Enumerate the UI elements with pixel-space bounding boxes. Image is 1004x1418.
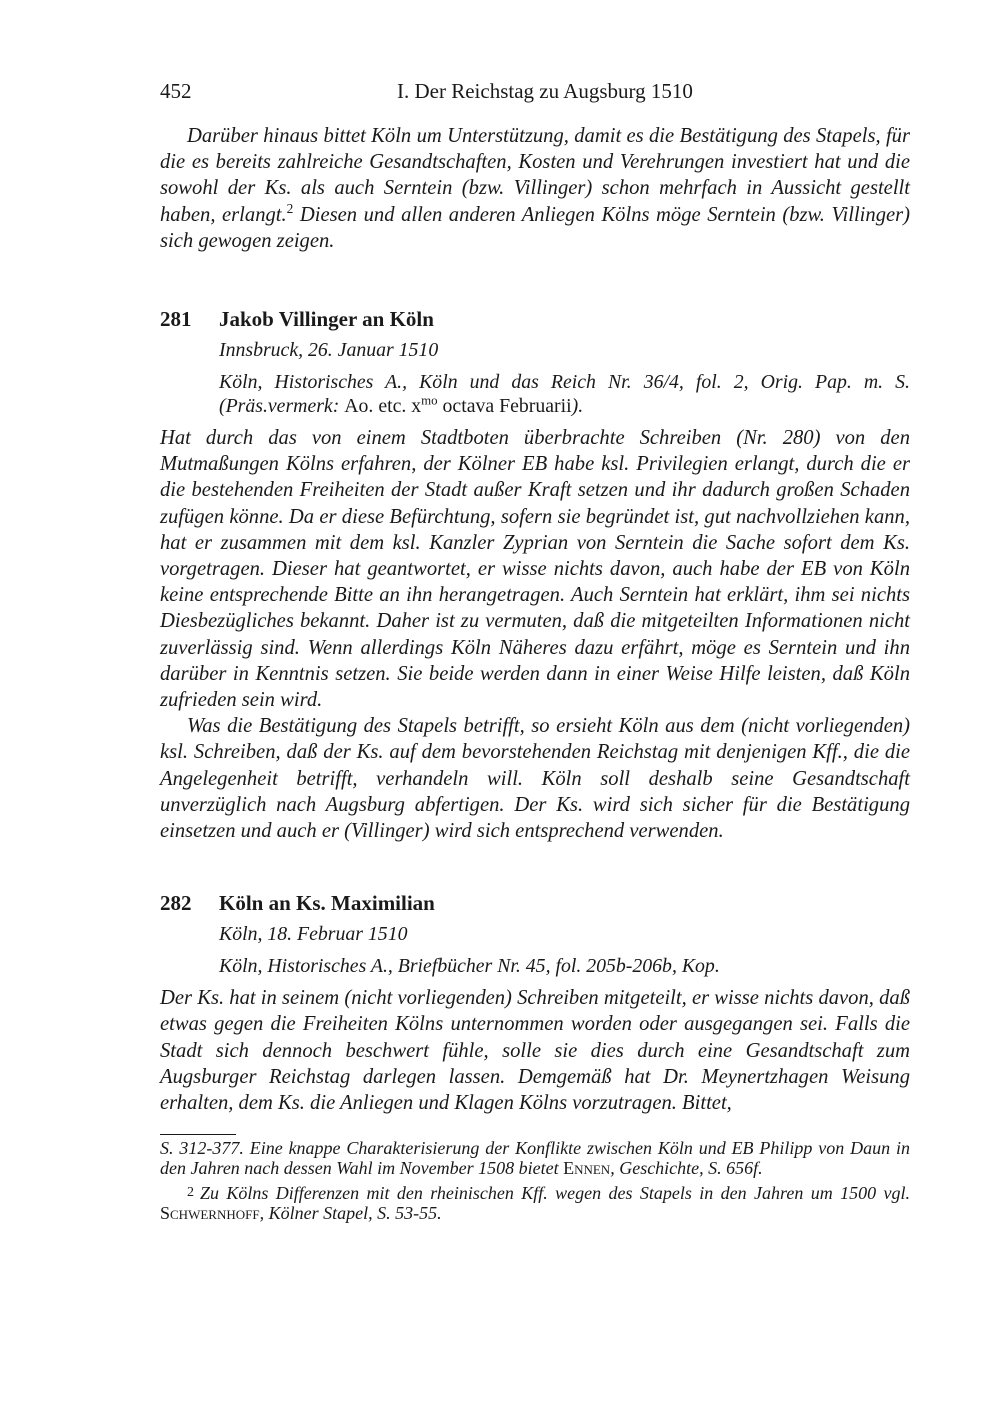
page-number: 452 [160,79,192,103]
footnote-ref-2: 2 [286,200,294,216]
doc-282-number: 282 [160,891,192,916]
document-282 [160,890,910,1116]
doc-282-paragraph-1: Der Ks. hat in seinem (nicht vorliegenden) Schreiben mitgeteilt, er wisse nichts davon, daß etwas gegen die Freiheiten Kölns unternommen worden oder ausgegangen sei. Falls die Stadt sich dennoch beschwert fühle, solle sie dies durch eine Gesandtschaft zum Augsburger Reichstag darlegen lassen. Demgemäß hat Dr. Meynertzhagen Weisung erhalten, dem Ks. die Anliegen und Klagen Kölns vorzutragen. Bittet, [160,987,910,1115]
doc-281-source [219,370,910,418]
footnote-1-continuation [160,1139,910,1178]
doc-281-paragraph-2: Was die Bestätigung des Stapels betrifft, so ersieht Köln aus dem (nicht vorliegenden) ksl. Schreiben, daß der Ks. auf dem bevorstehenden Reichstag mit denjenigen Kff., die die Angelegenheit betrifft, verhandeln will. Köln soll deshalb seine Gesandtschaft unverzüglich nach Augsburg abfertigen. Der Ks. wird sich sicher für die Bestätigung einsetzen und auch er (Villinger) wird sich entsprechend verwenden. [160,715,910,843]
doc-281-paragraph-1: Hat durch das von einem Stadtboten überbrachte Schreiben (Nr. 280) von den Mutmaßungen Kölns erfahren, der Kölner EB habe ksl. Privilegien erlangt, durch die er die bestehenden Freiheiten der Stadt außer Kraft setzen und ihr dadurch großen Schaden zufügen könne. Da er diese Befürchtung, sofern sie begründet ist, gut nachvollziehen kann, hat er zusammen mit dem ksl. Kanzler Zyprian von Serntein die Sache sofort dem Ks. vorgetragen. Dieser hat geantwortet, er wisse nichts davon, auch habe der EB von Köln keine entsprechende Bitte an ihn herangetragen. Auch Serntein hat erklärt, ihm sei nichts Diesbezügliches bekannt. Daher ist zu vermuten, daß die mitgeteilten Informationen nicht zuverlässig sind. Wenn allerdings Köln Näheres dazu erfährt, möge es Serntein und ihn darüber in Kenntnis setzen. Sie beide werden dann in einer Weise Hilfe leisten, daß Köln zufrieden sein wird. [160,427,910,712]
document-281 [160,306,910,844]
doc-282-title: Köln an Ks. Maximilian [219,891,435,916]
doc-281-source-sup: mo [421,393,438,408]
fn2-text-a: Zu Kölns Differenzen mit den rheinischen Kff. wegen des Stapels in den Jahren um 1500 vgl. [200,1183,910,1203]
fn1-author: Ennen [563,1157,611,1178]
doc-281-number: 281 [160,307,192,332]
footnote-rule [160,1134,236,1135]
fn2-text-b: , Kölner Stapel, S. 53-55. [259,1202,442,1223]
doc-281-source-b: Ao. etc. x [344,395,422,418]
doc-281-source-c: octava Februarii [437,395,572,418]
fn2-author: Schwernhoff [160,1202,260,1223]
fn1-text-b: , Geschichte, S. 656f. [610,1157,763,1178]
page-body [160,123,910,1116]
fn2-mark: 2 [187,1185,194,1200]
footnotes [160,1139,910,1223]
doc-281-place-date: Innsbruck, 26. Januar 1510 [219,339,439,362]
doc-282-heading [160,890,910,916]
doc-281-source-d: ). [571,395,584,418]
doc-281-title: Jakob Villinger an Köln [219,307,434,332]
intro-text-a: Darüber hinaus bittet Köln um Unterstützung, damit es die Bestätigung des Stapels, für die es bereits zahlreiche Gesandtschaften, Kosten und Verehrungen investiert hat und die sowohl der Ks. als auch Serntein (bzw. Villinger) schon mehrfach in Aussicht gestellt haben, erlangt. [160,125,910,226]
intro-text-b: Diesen und allen anderen Anliegen Kölns möge Serntein (bzw. Villinger) sich gewogen zeigen. [160,203,910,252]
fn1-text-a: S. 312-377. Eine knappe Charakterisierung der Konflikte zwischen Köln und EB Philipp von Daun in den Jahren nach dessen Wahl im November 1508 bietet [160,1138,910,1178]
footnote-2 [160,1183,910,1223]
doc-282-meta [160,922,910,978]
doc-282-place-date: Köln, 18. Februar 1510 [219,923,408,946]
doc-281-source-a: Köln, Historisches A., Köln und das Reich Nr. 36/4, fol. 2, Orig. Pap. m. S. (Präs.vermerk: [219,371,910,418]
doc-281-heading [160,306,910,332]
page-header [160,79,910,109]
doc-281-meta [160,338,910,418]
running-title: I. Der Reichstag zu Augsburg 1510 [397,79,693,103]
intro-paragraph [160,123,910,254]
doc-282-source: Köln, Historisches A., Briefbücher Nr. 45, fol. 205b-206b, Kop. [219,955,720,978]
